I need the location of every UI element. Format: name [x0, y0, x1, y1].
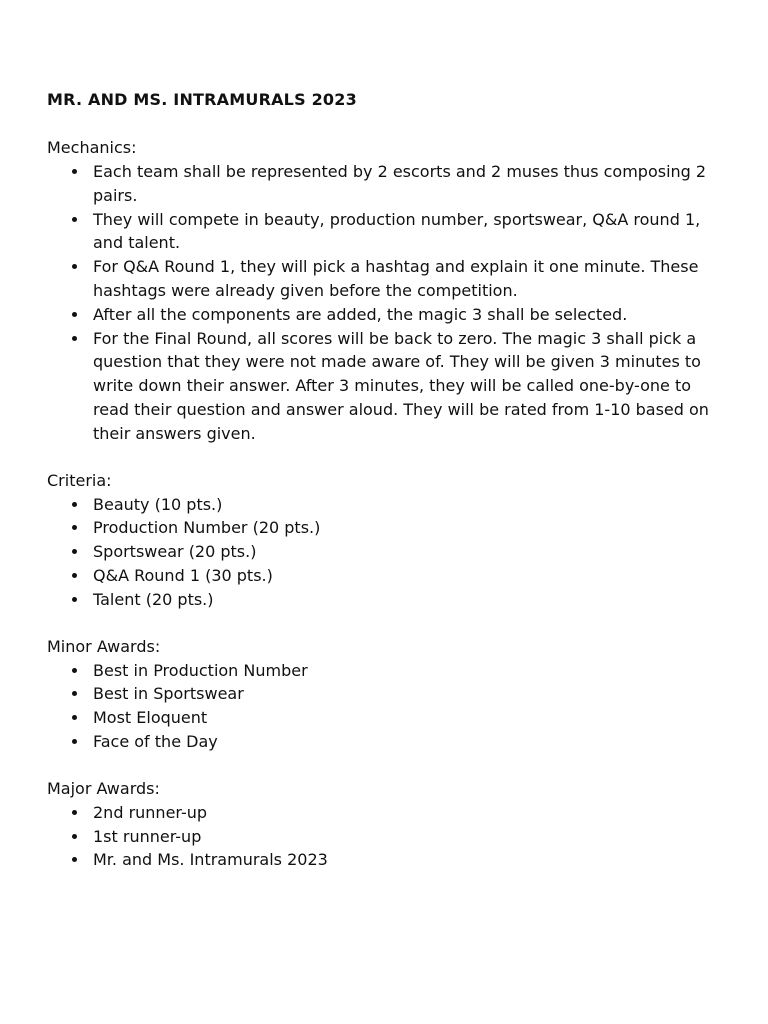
- list-item: [47, 564, 727, 588]
- list-item-text: Talent (20 pts.): [93, 589, 214, 609]
- bullet-icon: [72, 597, 77, 602]
- bullet-icon: [72, 834, 77, 839]
- bullet-icon: [72, 573, 77, 578]
- bullet-list: [47, 659, 727, 754]
- list-item-text: Best in Production Number: [93, 660, 308, 680]
- bullet-icon: [72, 549, 77, 554]
- list-item-text: 2nd runner-up: [93, 802, 208, 822]
- list-item: [47, 706, 727, 730]
- bullet-icon: [72, 739, 77, 744]
- section-heading: Minor Awards:: [47, 636, 161, 656]
- bullet-list: [47, 801, 727, 872]
- list-item-text: Most Eloquent: [93, 708, 208, 728]
- bullet-list: [47, 160, 727, 446]
- bullet-icon: [72, 691, 77, 696]
- list-item-text: For the Final Round, all scores will be back to zero. The magic 3 shall pick a question that they were not made aware of. They will be given 3 minutes to write down their answer. After 3 minutes, they will be called one-by-one to read their question and answer aloud. They will be rated from 1-10 based on their answers given.: [93, 328, 709, 443]
- list-item: [47, 801, 727, 825]
- list-item: [47, 327, 727, 446]
- list-item-text: 1st runner-up: [93, 826, 202, 846]
- list-item: [47, 730, 727, 754]
- list-item: [47, 588, 727, 612]
- list-item: [47, 516, 727, 540]
- list-item: [47, 659, 727, 683]
- section-heading: Mechanics:: [47, 138, 137, 157]
- list-item-text: Sportswear (20 pts.): [93, 542, 257, 562]
- list-item-text: Beauty (10 pts.): [93, 494, 223, 514]
- list-item: [47, 160, 727, 208]
- bullet-icon: [72, 525, 77, 530]
- list-item: [47, 208, 727, 256]
- section-minor-awards: [47, 635, 727, 754]
- list-item-text: Production Number (20 pts.): [93, 518, 321, 538]
- document-page: [47, 88, 727, 895]
- bullet-icon: [72, 715, 77, 720]
- list-item-text: After all the components are added, the magic 3 shall be selected.: [93, 304, 628, 324]
- list-item: [47, 825, 727, 849]
- section-heading: Criteria:: [47, 470, 112, 490]
- bullet-icon: [72, 264, 77, 269]
- list-item: [47, 303, 727, 327]
- list-item-text: Mr. and Ms. Intramurals 2023: [93, 850, 328, 870]
- section-heading: Major Awards:: [47, 778, 160, 798]
- list-item: [47, 493, 727, 517]
- bullet-icon: [72, 857, 77, 862]
- bullet-icon: [72, 217, 77, 222]
- section-mechanics: [47, 136, 727, 446]
- list-item: [47, 848, 727, 872]
- section-major-awards: [47, 777, 727, 872]
- bullet-list: [47, 493, 727, 612]
- list-item: [47, 682, 727, 706]
- list-item-text: Face of the Day: [93, 731, 218, 751]
- list-item-text: Q&A Round 1 (30 pts.): [93, 565, 273, 585]
- bullet-icon: [72, 810, 77, 815]
- bullet-icon: [72, 502, 77, 507]
- bullet-icon: [72, 336, 77, 341]
- list-item-text: Best in Sportswear: [93, 684, 244, 704]
- list-item-text: They will compete in beauty, production number, sportswear, Q&A round 1, and talent.: [93, 209, 701, 253]
- bullet-icon: [72, 169, 77, 174]
- list-item: [47, 255, 727, 303]
- list-item-text: Each team shall be represented by 2 escorts and 2 muses thus composing 2 pairs.: [93, 162, 707, 205]
- list-item-text: For Q&A Round 1, they will pick a hashtag and explain it one minute. These hashtags were already given before the competition.: [93, 257, 699, 300]
- bullet-icon: [72, 668, 77, 673]
- bullet-icon: [72, 312, 77, 317]
- section-criteria: [47, 469, 727, 612]
- page-title: MR. AND MS. INTRAMURALS 2023: [47, 90, 357, 109]
- list-item: [47, 540, 727, 564]
